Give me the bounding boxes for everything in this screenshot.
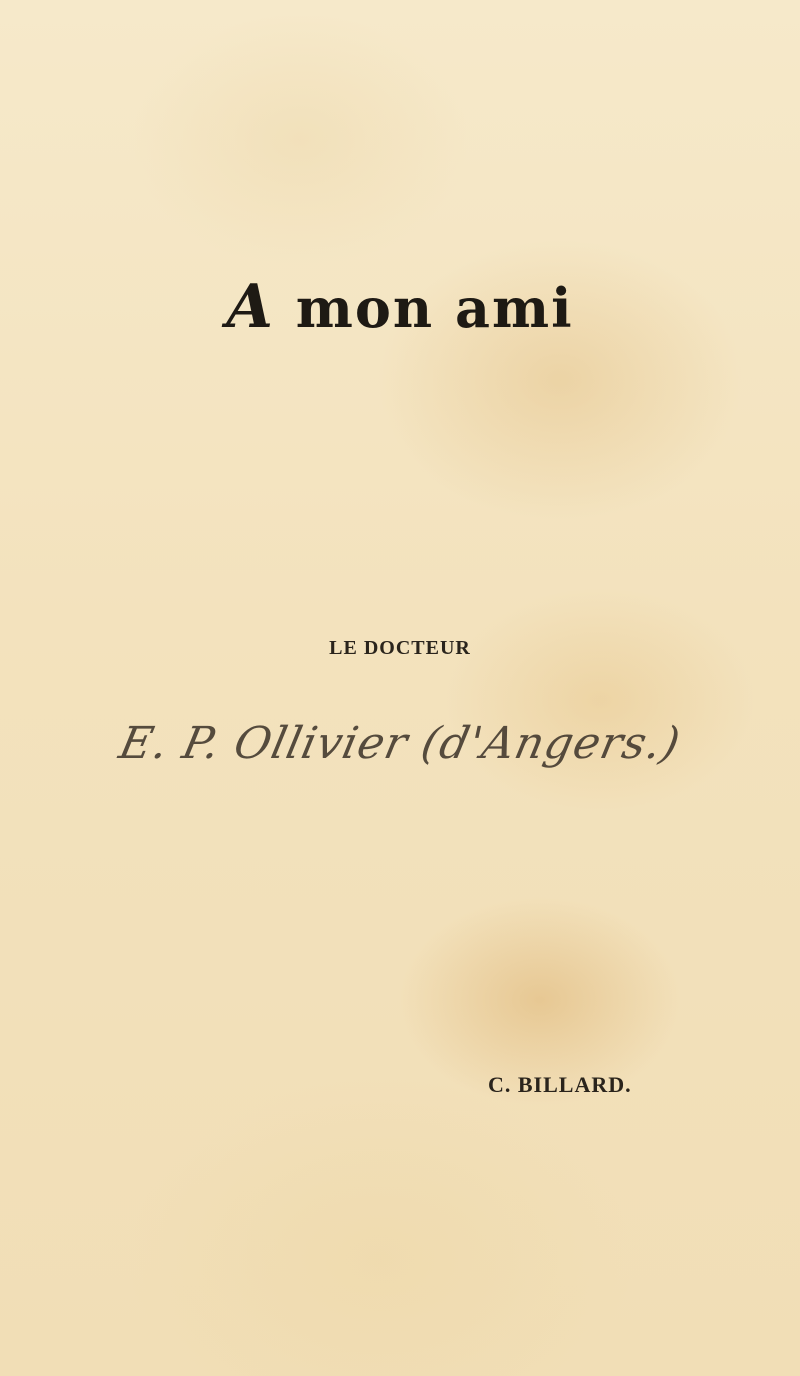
- dedication-heading: [0, 272, 800, 343]
- title-le-docteur: LE DOCTEUR: [329, 637, 471, 659]
- dedication-initial: A: [226, 272, 275, 342]
- publisher-name: C. BILLARD.: [488, 1072, 632, 1097]
- dedication-text: mon ami: [274, 276, 574, 340]
- handwritten-name: E. P. Ollivier (d'Angers.): [114, 718, 686, 769]
